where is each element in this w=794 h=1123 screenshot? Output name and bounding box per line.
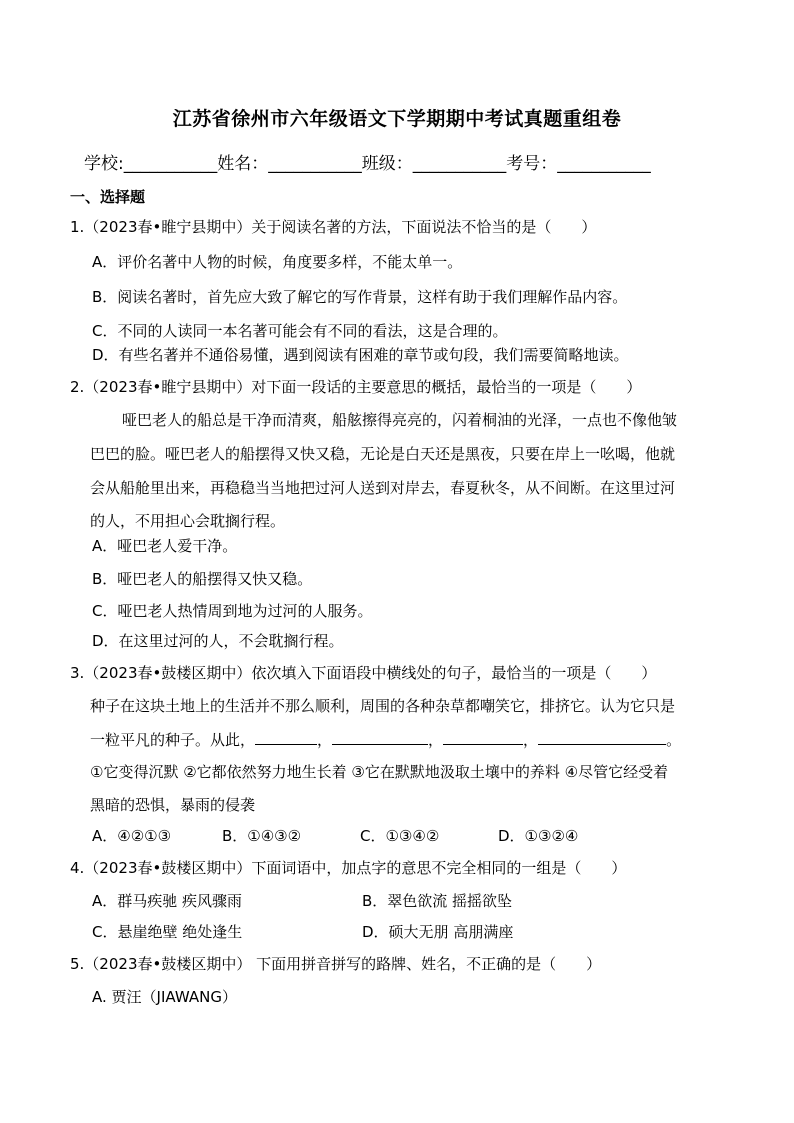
question-4-option-a[interactable]: A．群马疾驰 疾风骤雨 xyxy=(92,892,243,910)
question-1-option-d[interactable]: D．有些名著并不通俗易懂，遇到阅读有困难的章节或句段，我们需要简略地读。 xyxy=(92,346,629,364)
fill-blank-3[interactable] xyxy=(443,729,523,745)
question-3-option-c[interactable]: C．①③④② xyxy=(360,827,440,845)
question-1-option-a[interactable]: A．评价名著中人物的时候，角度要多样，不能太单一。 xyxy=(92,253,463,271)
question-2-option-c[interactable]: C．哑巴老人热情周到地为过河的人服务。 xyxy=(92,602,373,620)
question-3-passage-line: 种子在这块土地上的生活并不那么顺利，周围的各种杂草都嘲笑它，排挤它。认为它只是 xyxy=(90,697,676,715)
comma: ， xyxy=(523,731,539,749)
question-4-option-b[interactable]: B．翠色欲流 摇摇欲坠 xyxy=(362,892,513,910)
comma: ， xyxy=(317,731,333,749)
question-2-stem: 2.（2023春•睢宁县期中）对下面一段话的主要意思的概括，最恰当的一项是（ ） xyxy=(70,378,642,396)
section-heading: 一、选择题 xyxy=(70,188,146,206)
question-1-option-c[interactable]: C．不同的人读同一本名著可能会有不同的看法，这是合理的。 xyxy=(92,322,508,340)
question-2-option-d[interactable]: D．在这里过河的人，不会耽搁行程。 xyxy=(92,632,344,650)
question-3-option-a[interactable]: A．④②①③ xyxy=(92,827,172,845)
comma: ， xyxy=(428,731,444,749)
question-3-passage-line-blanks xyxy=(90,729,681,750)
class-field[interactable]: 班级：___________ xyxy=(361,154,507,174)
page-title: 江苏省徐州市六年级语文下学期期中考试真题重组卷 xyxy=(172,108,622,130)
name-field[interactable]: 姓名：___________ xyxy=(217,154,362,174)
question-1-stem: 1.（2023春•睢宁县期中）关于阅读名著的方法，下面说法不恰当的是（ ） xyxy=(70,218,597,236)
number-field[interactable]: 考号：___________ xyxy=(506,154,651,174)
question-3-sentences-cont: 黑暗的恐惧，暴雨的侵袭 xyxy=(90,796,256,814)
question-2-option-b[interactable]: B．哑巴老人的船摆得又快又稳。 xyxy=(92,570,313,588)
question-1-option-b[interactable]: B．阅读名著时，首先应大致了解它的写作背景，这样有助于我们理解作品内容。 xyxy=(92,288,628,306)
fill-blank-1[interactable] xyxy=(255,729,317,745)
question-3-stem: 3.（2023春•鼓楼区期中）依次填入下面语段中横线处的句子，最恰当的一项是（ ） xyxy=(70,664,657,682)
period: 。 xyxy=(666,731,682,749)
fill-blank-4[interactable] xyxy=(538,729,666,745)
question-2-passage-line: 会从船舱里出来，再稳稳当当地把过河人送到对岸去，春夏秋冬，从不间断。在这里过河 xyxy=(90,479,676,497)
question-2-passage-line: 哑巴老人的船总是干净而清爽，船舷擦得亮亮的，闪着桐油的光泽，一点也不像他皱 xyxy=(122,411,678,429)
question-2-option-a[interactable]: A．哑巴老人爱干净。 xyxy=(92,537,238,555)
student-info-row xyxy=(84,149,724,174)
question-4-stem: 4.（2023春•鼓楼区期中）下面词语中，加点字的意思不完全相同的一组是（ ） xyxy=(70,859,627,877)
question-4-option-c[interactable]: C．悬崖绝壁 绝处逢生 xyxy=(92,923,243,941)
question-3-passage-start: 一粒平凡的种子。从此， xyxy=(90,731,256,749)
fill-blank-2[interactable] xyxy=(332,729,428,745)
question-3-sentences: ①它变得沉默 ②它都依然努力地生长着 ③它在默默地汲取土壤中的养料 ④尽管它经受着 xyxy=(90,763,669,781)
question-2-passage-line: 的人，不用担心会耽搁行程。 xyxy=(90,512,286,530)
question-5-stem: 5.（2023春•鼓楼区期中） 下面用拼音拼写的路牌、姓名，不正确的是（ ） xyxy=(70,955,602,973)
question-3-option-d[interactable]: D．①③②④ xyxy=(498,827,579,845)
question-4-option-d[interactable]: D．硕大无朋 高朋满座 xyxy=(362,923,514,941)
question-3-option-b[interactable]: B．①④③② xyxy=(222,827,302,845)
question-5-option-a[interactable]: A. 贾汪（JIAWANG） xyxy=(92,988,237,1006)
question-2-passage-line: 巴巴的脸。哑巴老人的船摆得又快又稳，无论是白天还是黑夜，只要在岸上一吆喝，他就 xyxy=(90,445,676,463)
school-field[interactable]: 学校:___________ xyxy=(84,154,218,174)
